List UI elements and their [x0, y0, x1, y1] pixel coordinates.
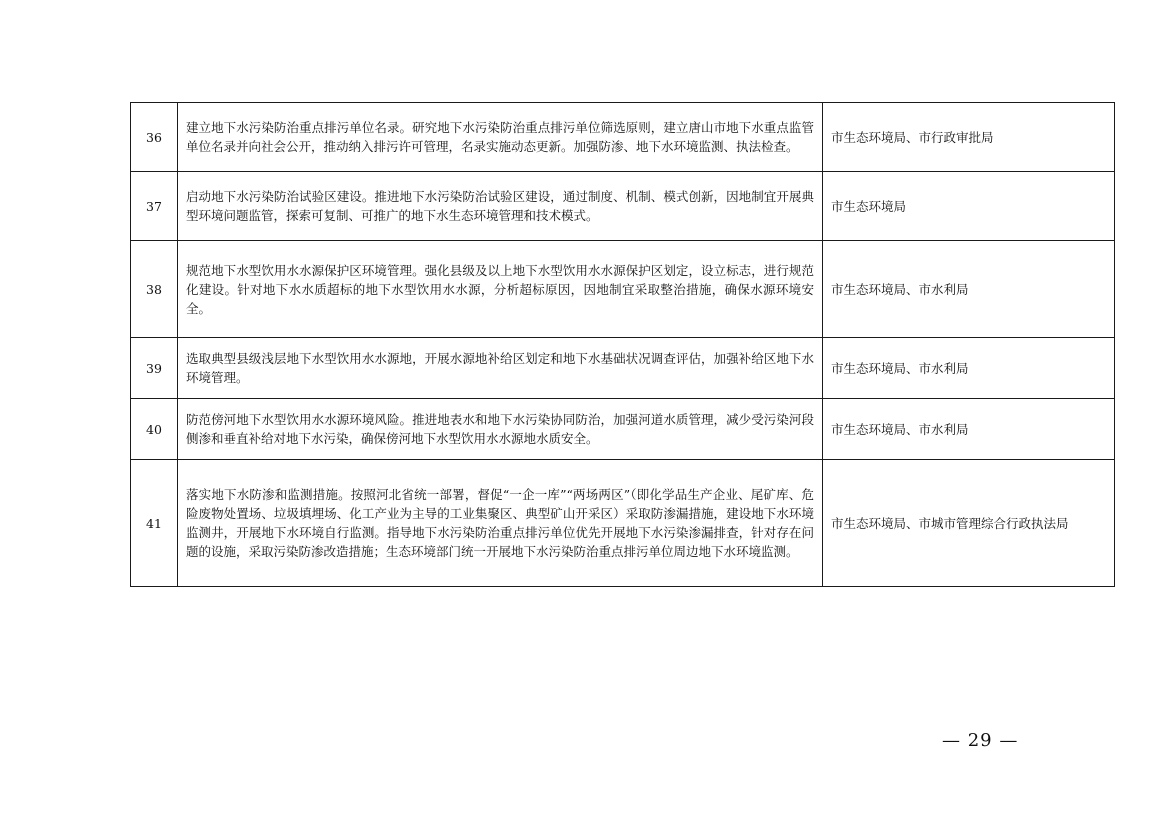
row-number: 39 — [131, 338, 178, 399]
table-row — [131, 338, 1115, 399]
task-content: 建立地下水污染防治重点排污单位名录。研究地下水污染防治重点排污单位筛选原则，建立唐山市地下水重点监管单位名录并向社会公开，推动纳入排污许可管理，名录实施动态更新。加强防渗、地下水环境监测、执法检查。 — [178, 103, 823, 172]
task-content: 规范地下水型饮用水水源保护区环境管理。强化县级及以上地下水型饮用水水源保护区划定，设立标志，进行规范化建设。针对地下水水质超标的地下水型饮用水水源，分析超标原因，因地制宜采取整治措施，确保水源环境安全。 — [178, 241, 823, 338]
task-content: 选取典型县级浅层地下水型饮用水水源地，开展水源地补给区划定和地下水基础状况调查评估，加强补给区地下水环境管理。 — [178, 338, 823, 399]
table-row — [131, 241, 1115, 338]
task-content: 启动地下水污染防治试验区建设。推进地下水污染防治试验区建设，通过制度、机制、模式创新，因地制宜开展典型环境问题监管，探索可复制、可推广的地下水生态环境管理和技术模式。 — [178, 172, 823, 241]
responsible-department: 市生态环境局、市水利局 — [823, 338, 1115, 399]
page-number: — 29 — — [942, 730, 1019, 751]
task-content: 防范傍河地下水型饮用水水源环境风险。推进地表水和地下水污染协同防治，加强河道水质管理，减少受污染河段侧渗和垂直补给对地下水污染，确保傍河地下水型饮用水水源地水质安全。 — [178, 399, 823, 460]
row-number: 37 — [131, 172, 178, 241]
task-table — [130, 102, 1115, 587]
row-number: 41 — [131, 460, 178, 587]
row-number: 36 — [131, 103, 178, 172]
responsible-department: 市生态环境局、市城市管理综合行政执法局 — [823, 460, 1115, 587]
row-number: 38 — [131, 241, 178, 338]
responsible-department: 市生态环境局、市水利局 — [823, 399, 1115, 460]
task-content: 落实地下水防渗和监测措施。按照河北省统一部署，督促“一企一库”“两场两区”（即化学品生产企业、尾矿库、危险废物处置场、垃圾填埋场、化工产业为主导的工业集聚区、典型矿山开采区）采取防渗漏措施，建设地下水环境监测井，开展地下水环境自行监测。指导地下水污染防治重点排污单位优先开展地下水污染渗漏排查，针对存在问题的设施，采取污染防渗改造措施；生态环境部门统一开展地下水污染防治重点排污单位周边地下水环境监测。 — [178, 460, 823, 587]
table-row — [131, 172, 1115, 241]
responsible-department: 市生态环境局、市行政审批局 — [823, 103, 1115, 172]
table-row — [131, 399, 1115, 460]
responsible-department: 市生态环境局、市水利局 — [823, 241, 1115, 338]
row-number: 40 — [131, 399, 178, 460]
table-row — [131, 103, 1115, 172]
table-row — [131, 460, 1115, 587]
responsible-department: 市生态环境局 — [823, 172, 1115, 241]
